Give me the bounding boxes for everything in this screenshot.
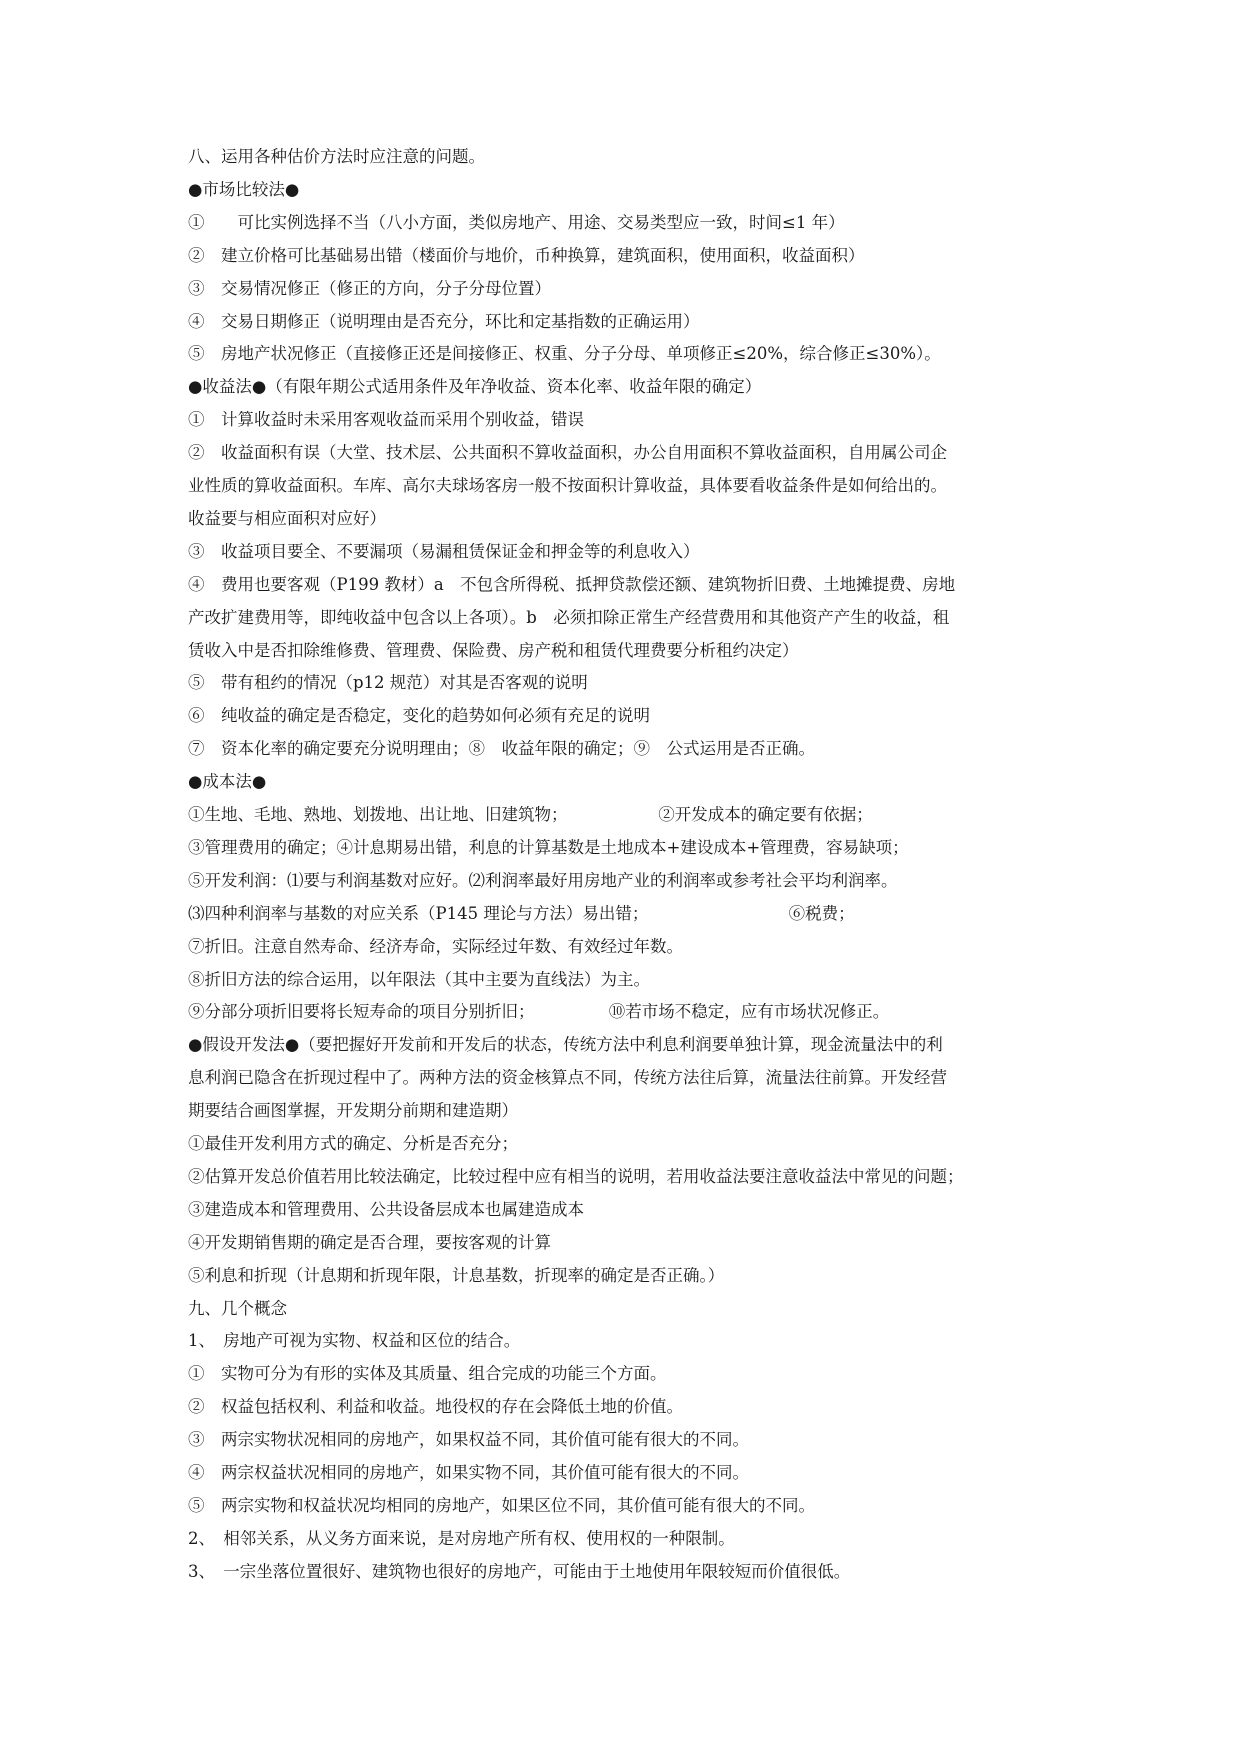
text-line: ⑤ 房地产状况修正（直接修正还是间接修正、权重、分子分母、单项修正≤20%，综合修正≤30%）。 [188,344,941,364]
text-line: ①生地、毛地、熟地、划拨地、出让地、旧建筑物； ②开发成本的确定要有依据； [188,805,873,824]
text-line: ⑦ 资本化率的确定要充分说明理由；⑧ 收益年限的确定；⑨ 公式运用是否正确。 [188,739,815,759]
text-line: 赁收入中是否扣除维修费、管理费、保险费、房产税和租赁代理费要分析租约决定） [188,640,799,660]
text-line: 业性质的算收益面积。车库、高尔夫球场客房一般不按面积计算收益，具体要看收益条件是如何给出的。 [188,476,947,495]
text-line: ② 收益面积有误（大堂、技术层、公共面积不算收益面积，办公自用面积不算收益面积，自用属公司企 [188,443,947,463]
text-line: ①最佳开发利用方式的确定、分析是否充分； [188,1134,518,1153]
text-line: ④开发期销售期的确定是否合理，要按客观的计算 [188,1232,551,1252]
text-line: 息利润已隐含在折现过程中了。两种方法的资金核算点不同，传统方法往后算，流量法往前算。开发经营 [188,1068,947,1088]
text-line: 八、运用各种估价方法时应注意的问题。 [188,147,485,166]
text-line: ③建造成本和管理费用、公共设备层成本也属建造成本 [188,1199,584,1219]
text-line: ③ 两宗实物状况相同的房地产，如果权益不同，其价值可能有很大的不同。 [188,1430,749,1450]
text-line: 九、几个概念 [188,1298,287,1318]
text-line: ⑤ 两宗实物和权益状况均相同的房地产，如果区位不同，其价值可能有很大的不同。 [188,1495,815,1515]
text-line: ⑤开发利润：⑴要与利润基数对应好。⑵利润率最好用房地产业的利润率或参考社会平均利润率。 [188,870,898,890]
text-line: ⑶四种利润率与基数的对应关系（P145 理论与方法）易出错； ⑥税费； [188,903,855,923]
text-line: ⑤ 带有租约的情况（p12 规范）对其是否客观的说明 [188,673,588,693]
text-line: ② 权益包括权利、利益和收益。地役权的存在会降低土地的价值。 [188,1397,683,1417]
text-line: 产改扩建费用等，即纯收益中包含以上各项）。b 必须扣除正常生产经营费用和其他资产产生的收益，租 [188,607,950,627]
text-line: ⑧折旧方法的综合运用，以年限法（其中主要为直线法）为主。 [188,969,650,989]
text-line: ④ 两宗权益状况相同的房地产，如果实物不同，其价值可能有很大的不同。 [188,1463,749,1482]
text-line: ●假设开发法●（要把握好开发前和开发后的状态，传统方法中利息利润要单独计算，现金流量法中的利 [188,1035,943,1055]
text-line: ⑥ 纯收益的确定是否稳定，变化的趋势如何必须有充足的说明 [188,706,650,726]
text-line: 期要结合画图掌握，开发期分前期和建造期） [188,1101,518,1121]
text-line: ●市场比较法● [188,179,300,199]
text-line: 1、 房地产可视为实物、权益和区位的结合。 [188,1331,521,1351]
text-line: ●成本法● [188,772,267,792]
text-line: ④ 交易日期修正（说明理由是否充分，环比和定基指数的正确运用） [188,311,700,331]
text-line: ③ 交易情况修正（修正的方向，分子分母位置） [188,278,551,298]
text-line: 收益要与相应面积对应好） [188,508,386,528]
text-line: ③ 收益项目要全、不要漏项（易漏租赁保证金和押金等的利息收入） [188,541,700,561]
text-line: ① 实物可分为有形的实体及其质量、组合完成的功能三个方面。 [188,1364,667,1384]
text-line: 2、 相邻关系，从义务方面来说，是对房地产所有权、使用权的一种限制。 [188,1528,735,1548]
text-line: ●收益法●（有限年期公式适用条件及年净收益、资本化率、收益年限的确定） [188,377,762,397]
text-line: 3、 一宗坐落位置很好、建筑物也很好的房地产，可能由于土地使用年限较短而价值很低。 [188,1561,851,1581]
text-line: ② 建立价格可比基础易出错（楼面价与地价，币种换算，建筑面积，使用面积，收益面积） [188,245,865,265]
text-line: ① 可比实例选择不当（八小方面，类似房地产、用途、交易类型应一致，时间≤1 年） [188,212,845,232]
text-line: ④ 费用也要客观（P199 教材）a 不包含所得税、抵押贷款偿还额、建筑物折旧费、土地摊提费、房地 [188,574,956,594]
text-line: ②估算开发总价值若用比较法确定，比较过程中应有相当的说明，若用收益法要注意收益法中常见的问题； [188,1166,964,1186]
text-line: ⑦折旧。注意自然寿命、经济寿命，实际经过年数、有效经过年数。 [188,936,683,956]
text-line: ⑤利息和折现（计息期和折现年限，计息基数，折现率的确定是否正确。） [188,1265,725,1285]
text-line: ③管理费用的确定；④计息期易出错，利息的计算基数是土地成本+建设成本+管理费，容易缺项； [188,837,909,857]
text-line: ① 计算收益时未采用客观收益而采用个别收益，错误 [188,410,584,430]
text-line: ⑨分部分项折旧要将长短寿命的项目分别折旧； ⑩若市场不稳定，应有市场状况修正。 [188,1002,890,1022]
